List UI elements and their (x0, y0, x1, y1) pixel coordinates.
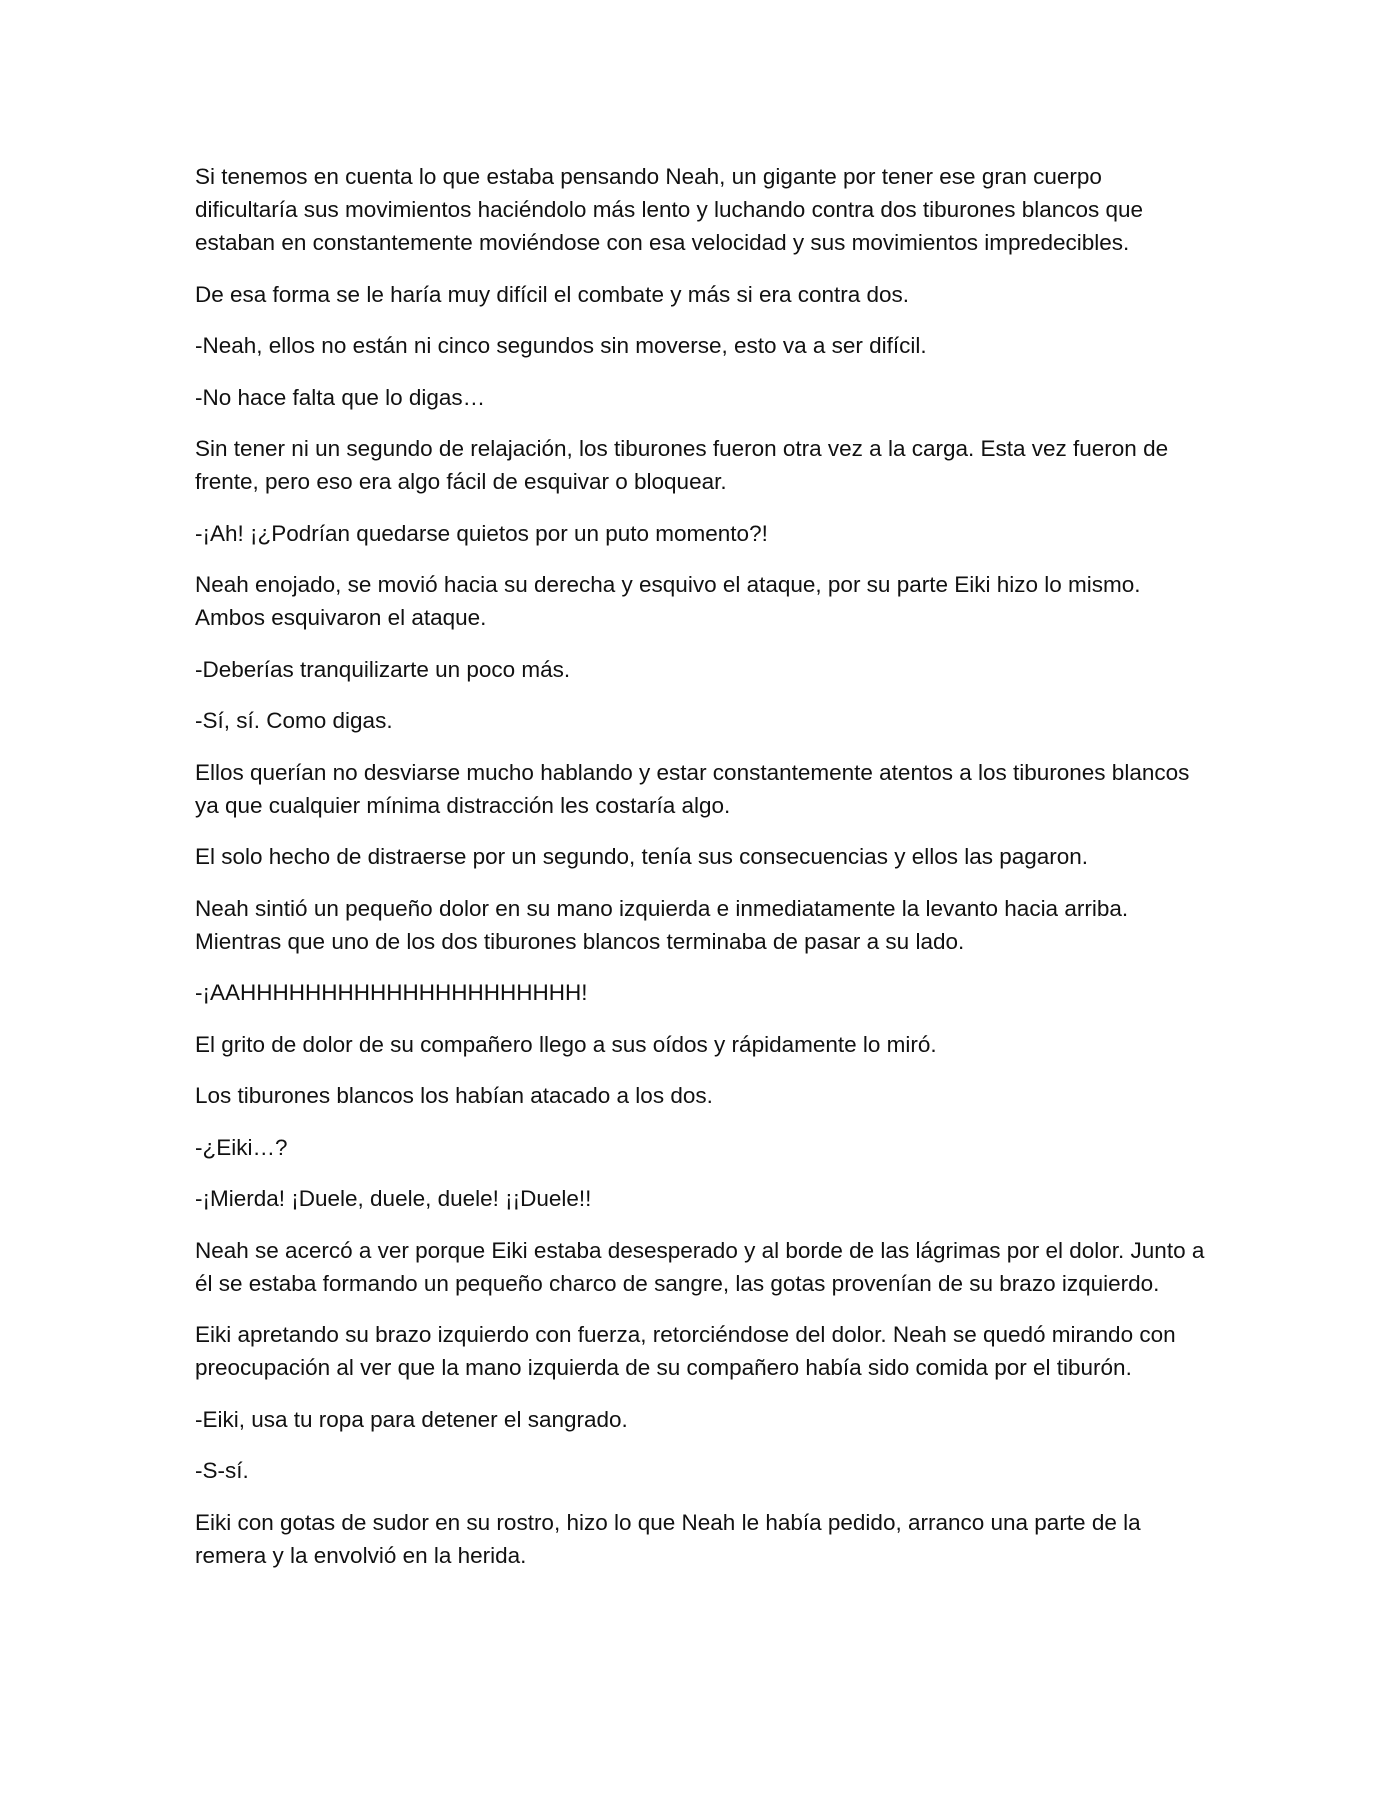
paragraph-13: -¡AAHHHHHHHHHHHHHHHHHHHHH! (195, 980, 588, 1005)
paragraph-9: -Sí, sí. Como digas. (195, 708, 393, 733)
paragraph-3: -Neah, ellos no están ni cinco segundos sin moverse, esto va a ser difícil. (195, 333, 927, 358)
paragraph-18: Neah se acercó a ver porque Eiki estaba desesperado y al borde de las lágrimas por el dolor. Junto a él se estaba formando un pequeño charco de sangre, las gotas provenían de su brazo izquierdo. (195, 1237, 1205, 1296)
paragraph-19: Eiki apretando su brazo izquierdo con fuerza, retorciéndose del dolor. Neah se quedó mirando con preocupación al ver que la mano izquierda de su compañero había sido comida por el tiburón. (195, 1322, 1176, 1380)
paragraph-5: Sin tener ni un segundo de relajación, los tiburones fueron otra vez a la carga. Esta vez fueron de frente, pero eso era algo fácil de esquivar o bloquear. (195, 436, 1169, 494)
paragraph-1: Si tenemos en cuenta lo que estaba pensando Neah, un gigante por tener ese gran cuerpo dificultaría sus movimientos haciéndolo más lento y luchando contra dos tiburones blancos que estaban en constantemente moviéndose con esa velocidad y sus movimientos impredecibles. (195, 164, 1144, 255)
paragraph-21: -S-sí. (195, 1458, 249, 1483)
paragraph-20: -Eiki, usa tu ropa para detener el sangrado. (195, 1406, 628, 1432)
paragraph-7: Neah enojado, se movió hacia su derecha y esquivo el ataque, por su parte Eiki hizo lo mismo. Ambos esquivaron el ataque. (195, 572, 1141, 630)
paragraph-22: Eiki con gotas de sudor en su rostro, hizo lo que Neah le había pedido, arranco una parte de la remera y la envolvió en la herida. (195, 1509, 1141, 1568)
paragraph-6: -¡Ah! ¡¿Podrían quedarse quietos por un puto momento?! (195, 520, 768, 546)
paragraph-2: De esa forma se le haría muy difícil el combate y más si era contra dos. (195, 281, 910, 307)
paragraph-10: Ellos querían no desviarse mucho hablando y estar constantemente atentos a los tiburones blancos ya que cualquier mínima distracción les costaría algo. (195, 759, 1190, 818)
paragraph-11: El solo hecho de distraerse por un segundo, tenía sus consecuencias y ellos las pagaron. (195, 844, 1089, 869)
paragraph-17: -¡Mierda! ¡Duele, duele, duele! ¡¡Duele!! (195, 1186, 592, 1211)
paragraph-15: Los tiburones blancos los habían atacado a los dos. (195, 1083, 713, 1108)
document-body (195, 160, 1205, 1590)
paragraph-12: Neah sintió un pequeño dolor en su mano izquierda e inmediatamente la levanto hacia arriba. Mientras que uno de los dos tiburones blancos terminaba de pasar a su lado. (195, 895, 1129, 954)
paragraph-8: -Deberías tranquilizarte un poco más. (195, 656, 571, 682)
paragraph-14: El grito de dolor de su compañero llego a sus oídos y rápidamente lo miró. (195, 1031, 937, 1057)
paragraph-4: -No hace falta que lo digas… (195, 384, 486, 410)
paragraph-16: -¿Eiki…? (195, 1134, 288, 1160)
